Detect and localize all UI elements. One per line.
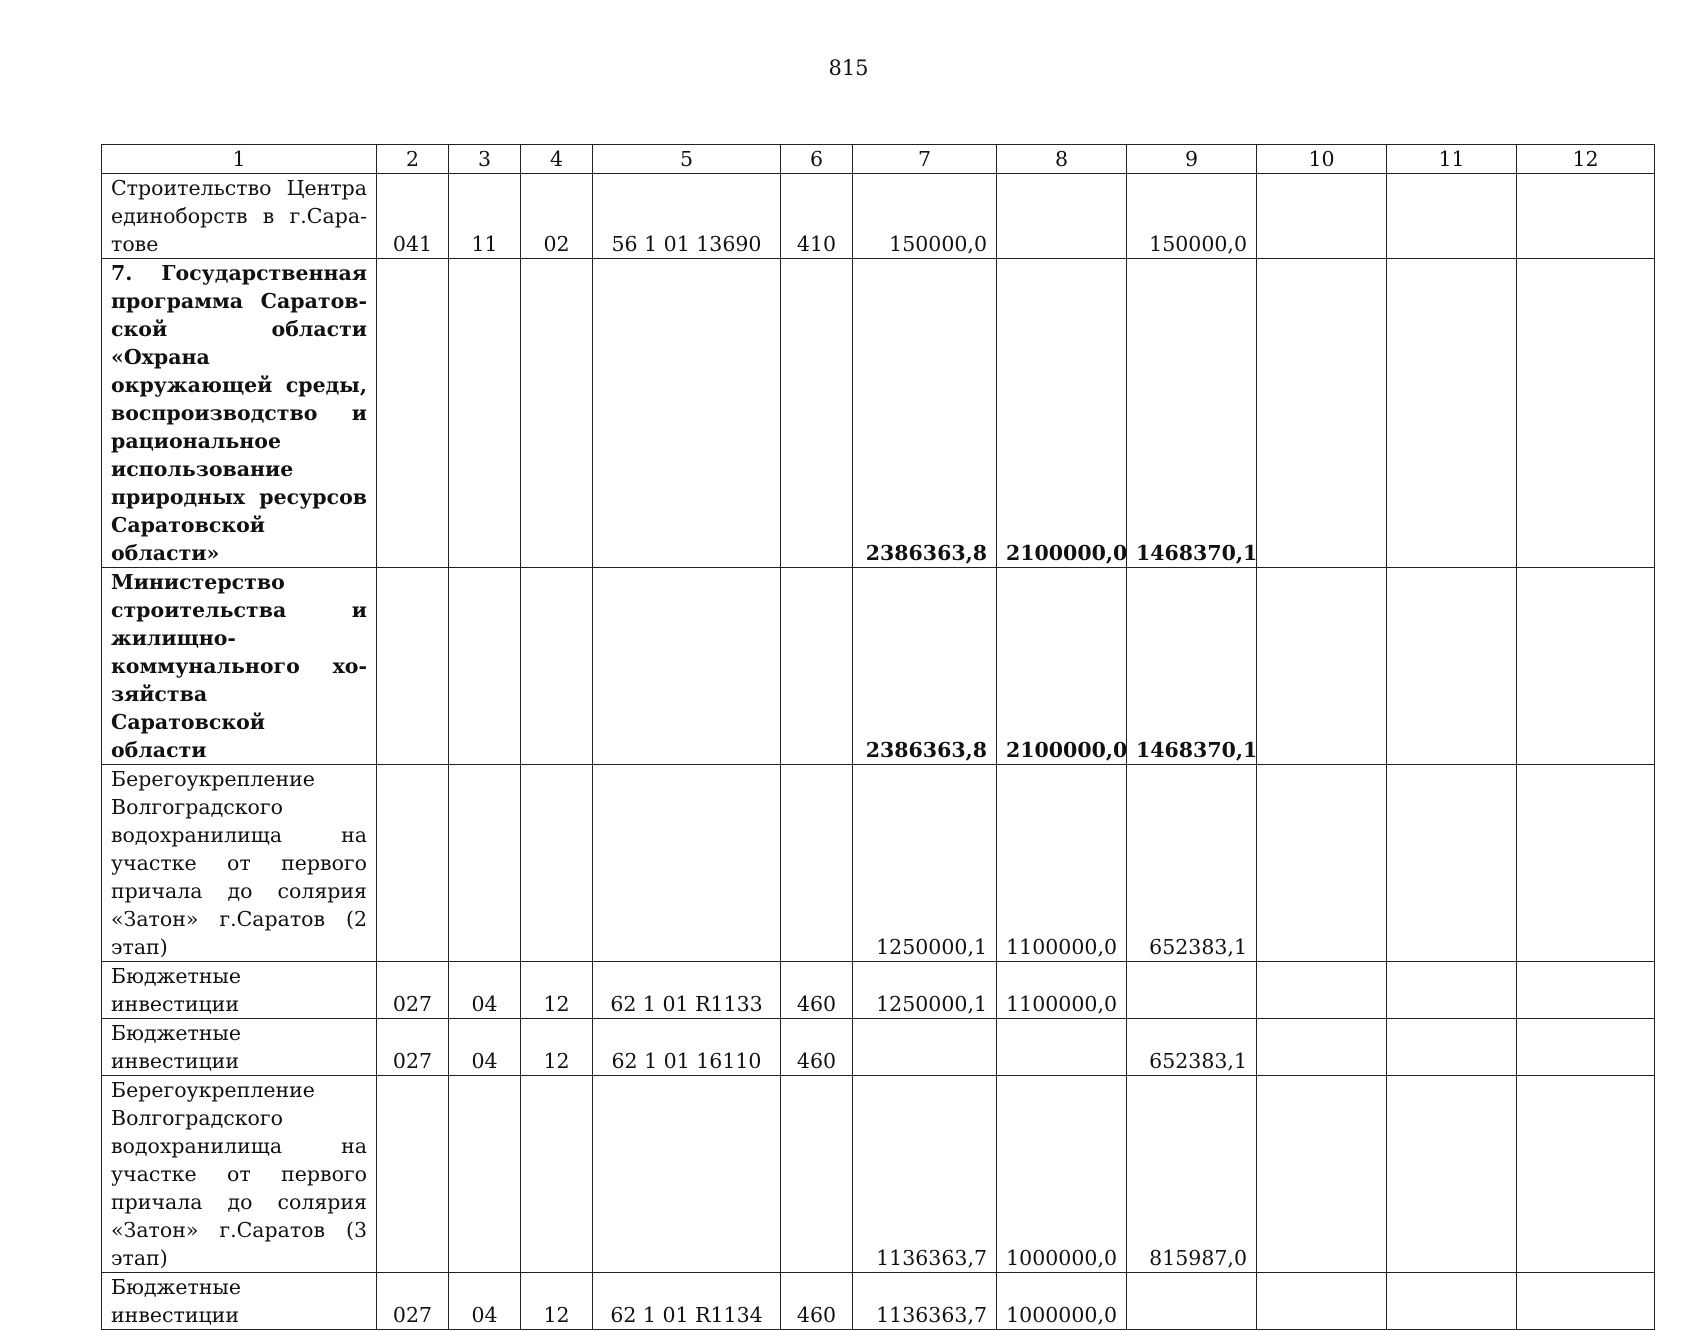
column-header: 7 <box>853 145 997 174</box>
target-article-cell: 62 1 01 R1134 <box>593 1273 781 1330</box>
amount-cell <box>1257 1273 1387 1330</box>
ministry-code-cell: 027 <box>377 1273 449 1330</box>
section-cell <box>449 765 521 962</box>
amount-cell <box>1257 259 1387 568</box>
amount-cell: 1136363,7 <box>853 1273 997 1330</box>
amount-cell <box>1517 962 1655 1019</box>
amount-cell: 2386363,8 <box>853 568 997 765</box>
section-cell: 04 <box>449 962 521 1019</box>
column-header: 5 <box>593 145 781 174</box>
amount-cell <box>1257 1076 1387 1273</box>
section-cell: 11 <box>449 174 521 259</box>
amount-cell <box>1257 962 1387 1019</box>
column-header: 4 <box>521 145 593 174</box>
table-row <box>102 259 1655 568</box>
amount-cell: 652383,1 <box>1127 1019 1257 1076</box>
column-header: 9 <box>1127 145 1257 174</box>
ministry-code-cell: 027 <box>377 1019 449 1076</box>
amount-cell <box>997 174 1127 259</box>
subsection-cell: 12 <box>521 962 593 1019</box>
expense-type-cell: 460 <box>781 962 853 1019</box>
column-header: 3 <box>449 145 521 174</box>
expense-type-cell <box>781 765 853 962</box>
column-header: 1 <box>102 145 377 174</box>
amount-cell: 1100000,0 <box>997 962 1127 1019</box>
amount-cell <box>1387 1076 1517 1273</box>
amount-cell: 150000,0 <box>1127 174 1257 259</box>
table-row <box>102 1019 1655 1076</box>
amount-cell <box>1127 962 1257 1019</box>
expense-type-cell <box>781 1076 853 1273</box>
amount-cell <box>997 1019 1127 1076</box>
target-article-cell: 62 1 01 R1133 <box>593 962 781 1019</box>
amount-cell <box>1387 1019 1517 1076</box>
target-article-cell <box>593 259 781 568</box>
budget-table <box>101 144 1655 1330</box>
ministry-code-cell <box>377 765 449 962</box>
item-name-cell: Берегоукрепление Волгоградского водохранилища на участке от первого причала до солярия «Затон» г.Саратов (3 этап) <box>102 1076 377 1273</box>
amount-cell <box>1517 765 1655 962</box>
section-cell: 04 <box>449 1273 521 1330</box>
item-name-cell: Берегоукрепление Волгоградского водохранилища на участке от первого причала до солярия «Затон» г.Саратов (2 этап) <box>102 765 377 962</box>
column-header: 12 <box>1517 145 1655 174</box>
amount-cell: 1000000,0 <box>997 1273 1127 1330</box>
expense-type-cell: 410 <box>781 174 853 259</box>
item-name-cell: Бюджетные инвестиции <box>102 962 377 1019</box>
amount-cell: 1136363,7 <box>853 1076 997 1273</box>
table-row <box>102 765 1655 962</box>
subsection-cell <box>521 765 593 962</box>
subsection-cell <box>521 259 593 568</box>
amount-cell <box>1257 174 1387 259</box>
amount-cell <box>1387 1273 1517 1330</box>
section-cell <box>449 259 521 568</box>
amount-cell <box>1517 174 1655 259</box>
amount-cell <box>1127 1273 1257 1330</box>
item-name-cell: Бюджетные инвестиции <box>102 1273 377 1330</box>
amount-cell: 1100000,0 <box>997 765 1127 962</box>
amount-cell: 652383,1 <box>1127 765 1257 962</box>
column-number-row <box>102 145 1655 174</box>
amount-cell <box>1517 259 1655 568</box>
amount-cell <box>1387 962 1517 1019</box>
expense-type-cell: 460 <box>781 1273 853 1330</box>
table-row <box>102 568 1655 765</box>
ministry-code-cell <box>377 1076 449 1273</box>
amount-cell: 2386363,8 <box>853 259 997 568</box>
amount-cell: 1000000,0 <box>997 1076 1127 1273</box>
amount-cell <box>1517 1019 1655 1076</box>
section-cell <box>449 568 521 765</box>
table-row <box>102 1273 1655 1330</box>
subsection-cell: 02 <box>521 174 593 259</box>
amount-cell: 1250000,1 <box>853 765 997 962</box>
amount-cell: 1250000,1 <box>853 962 997 1019</box>
amount-cell <box>1517 1076 1655 1273</box>
amount-cell <box>1257 568 1387 765</box>
subsection-cell <box>521 1076 593 1273</box>
amount-cell <box>1257 765 1387 962</box>
subsection-cell <box>521 568 593 765</box>
item-name-cell: Бюджетные инвестиции <box>102 1019 377 1076</box>
expense-type-cell <box>781 568 853 765</box>
amount-cell <box>1387 174 1517 259</box>
ministry-code-cell <box>377 568 449 765</box>
target-article-cell: 62 1 01 16110 <box>593 1019 781 1076</box>
column-header: 6 <box>781 145 853 174</box>
page-number: 815 <box>828 56 869 80</box>
section-cell: 04 <box>449 1019 521 1076</box>
amount-cell <box>853 1019 997 1076</box>
target-article-cell: 56 1 01 13690 <box>593 174 781 259</box>
amount-cell: 1468370,1 <box>1127 568 1257 765</box>
amount-cell: 815987,0 <box>1127 1076 1257 1273</box>
item-name-cell: 7. Государственная программа Саратовской области «Охрана окружающей среды, воспроизводство и рациональное использование природных ресурсов Саратовской области» <box>102 259 377 568</box>
table-row <box>102 1076 1655 1273</box>
ministry-code-cell: 041 <box>377 174 449 259</box>
amount-cell: 1468370,1 <box>1127 259 1257 568</box>
amount-cell: 150000,0 <box>853 174 997 259</box>
target-article-cell <box>593 1076 781 1273</box>
target-article-cell <box>593 568 781 765</box>
ministry-code-cell: 027 <box>377 962 449 1019</box>
table-row <box>102 174 1655 259</box>
amount-cell <box>1387 568 1517 765</box>
target-article-cell <box>593 765 781 962</box>
item-name-cell: Строительство Центра единоборств в г.Саратове <box>102 174 377 259</box>
table-row <box>102 962 1655 1019</box>
item-name-cell: Министерство строительства и жилищно-коммунального хозяйства Саратовской области <box>102 568 377 765</box>
amount-cell <box>1387 259 1517 568</box>
column-header: 8 <box>997 145 1127 174</box>
column-header: 10 <box>1257 145 1387 174</box>
amount-cell <box>1387 765 1517 962</box>
section-cell <box>449 1076 521 1273</box>
subsection-cell: 12 <box>521 1273 593 1330</box>
subsection-cell: 12 <box>521 1019 593 1076</box>
column-header: 2 <box>377 145 449 174</box>
amount-cell <box>1517 568 1655 765</box>
amount-cell <box>1517 1273 1655 1330</box>
amount-cell: 2100000,0 <box>997 259 1127 568</box>
amount-cell: 2100000,0 <box>997 568 1127 765</box>
column-header: 11 <box>1387 145 1517 174</box>
amount-cell <box>1257 1019 1387 1076</box>
expense-type-cell: 460 <box>781 1019 853 1076</box>
expense-type-cell <box>781 259 853 568</box>
ministry-code-cell <box>377 259 449 568</box>
